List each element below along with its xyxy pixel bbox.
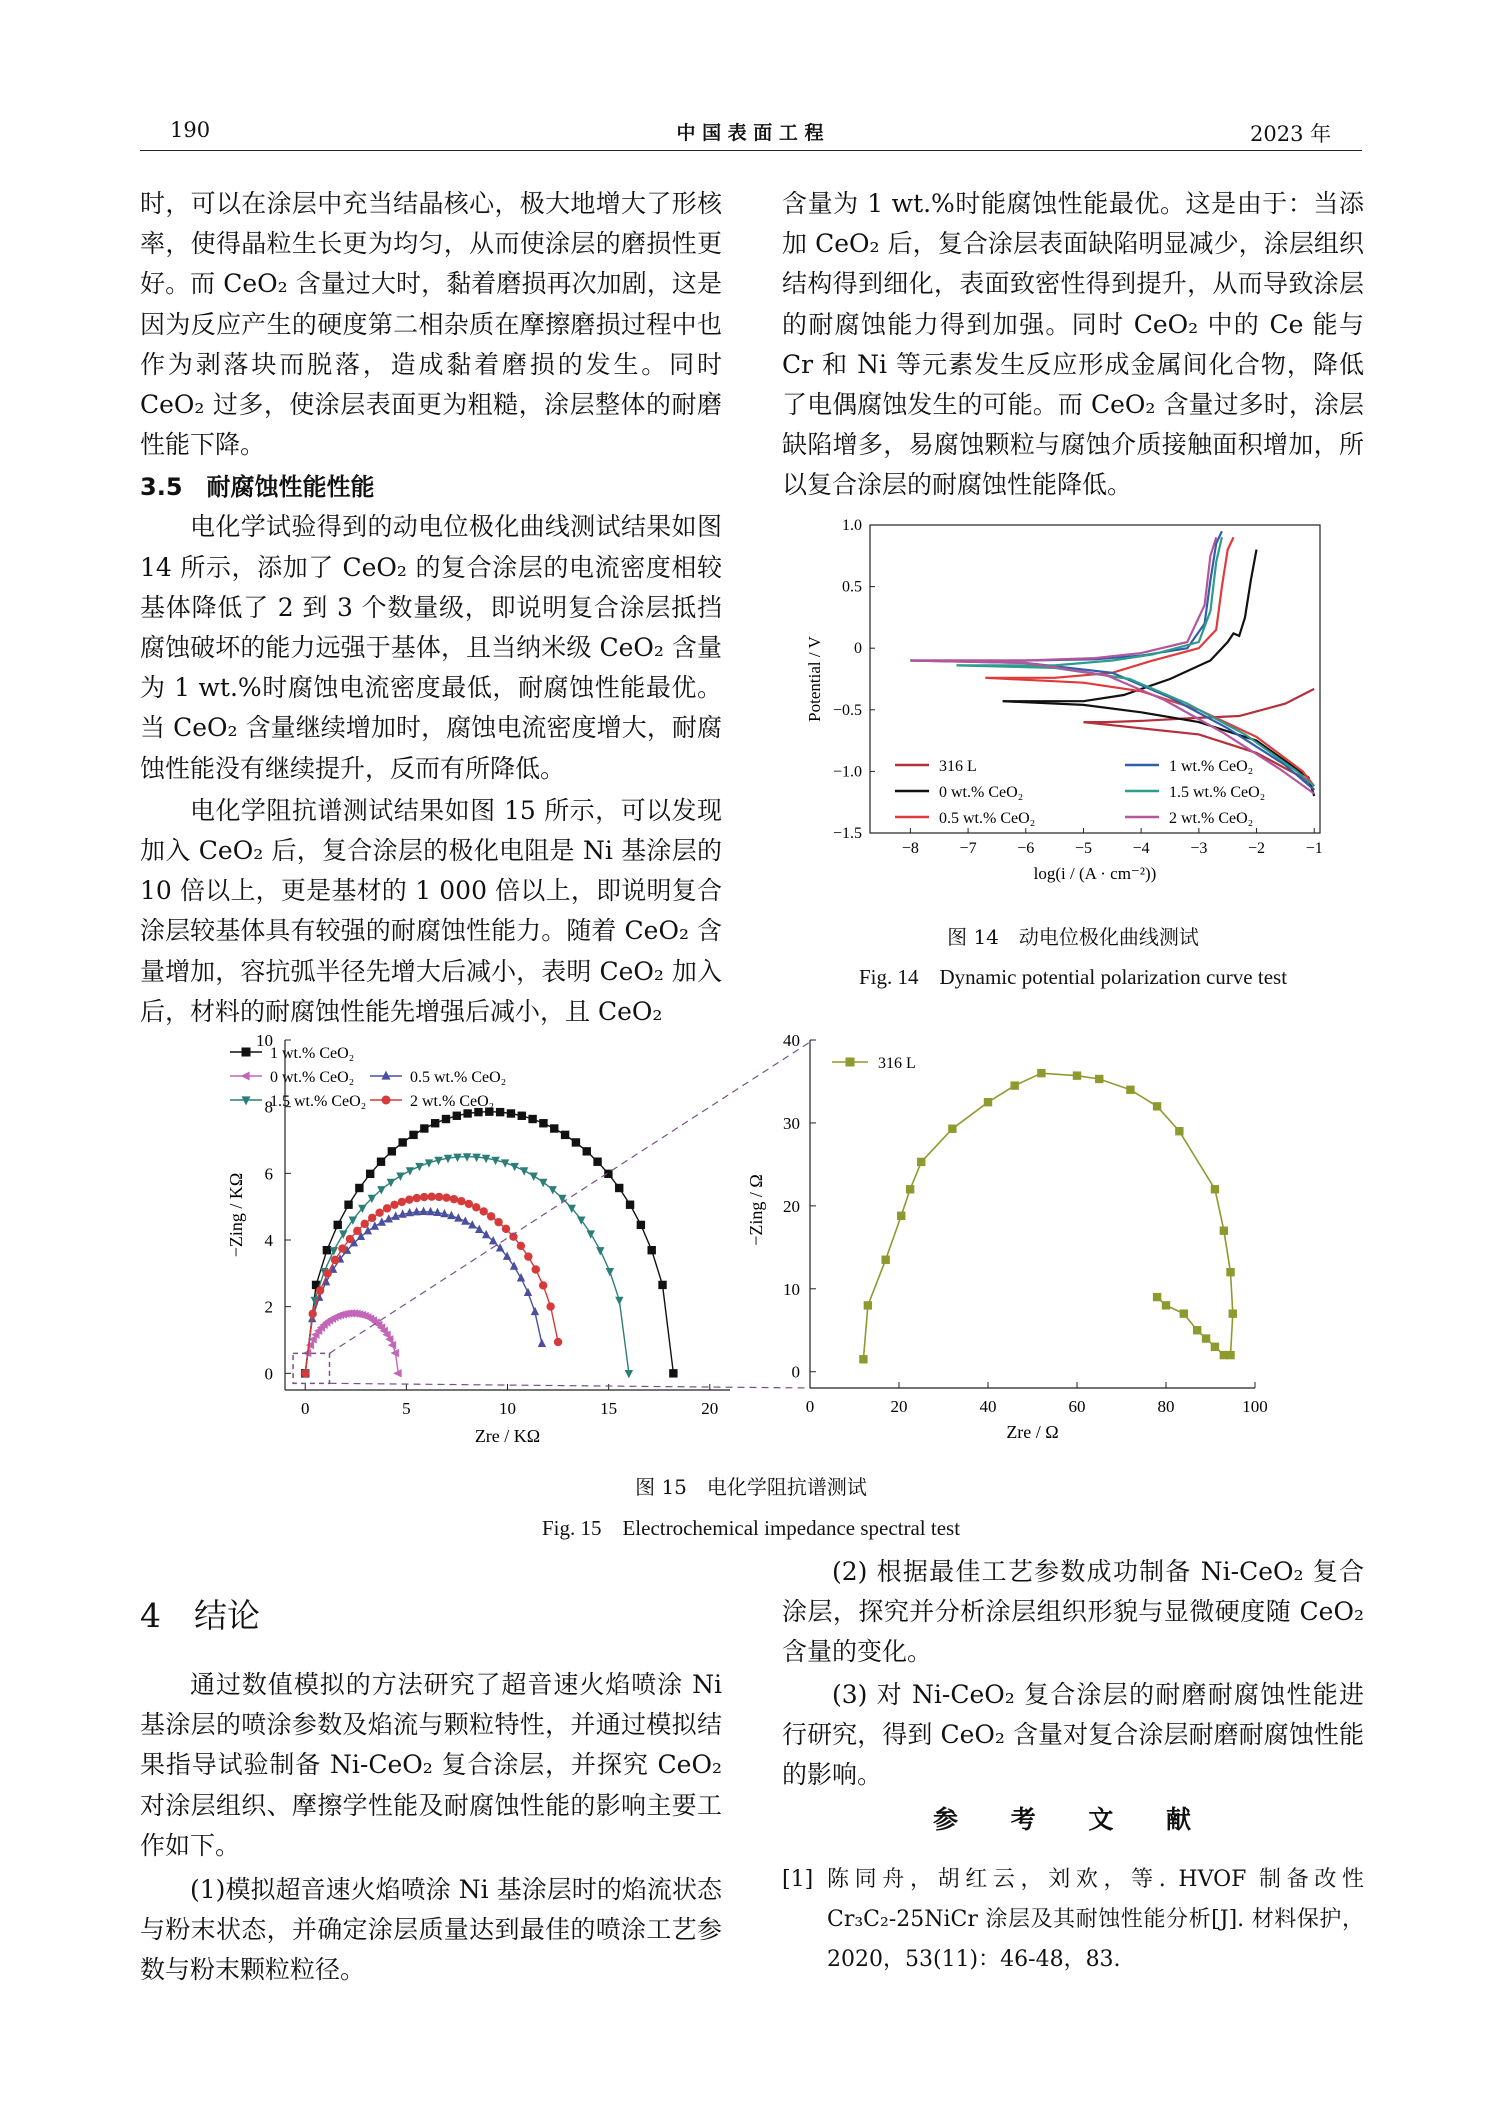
legend-label: 0.5 wt.% CeO₂ — [410, 1069, 507, 1086]
paragraph: 通过数值模拟的方法研究了超音速火焰喷涂 Ni 基涂层的喷涂参数及焰流与颗粒特性，并通过模拟结果指导试验制备 Ni-CeO₂ 复合涂层，并探究 CeO₂ 对涂层组织、摩擦学性能及耐腐蚀性能的影响主要工作如下。 — [140, 1670, 722, 1860]
data-point — [409, 1131, 417, 1139]
data-point — [1229, 1309, 1237, 1317]
data-point — [984, 1098, 992, 1106]
data-point — [413, 1194, 421, 1202]
data-point — [301, 1369, 309, 1377]
data-point — [583, 1147, 591, 1155]
data-point — [1211, 1185, 1219, 1193]
y-tick-label: 0.5 — [842, 578, 862, 596]
x-tick-label: 80 — [1157, 1397, 1175, 1416]
data-point — [463, 1153, 471, 1161]
legend-label: 2 wt.% CeO₂ — [1169, 810, 1254, 827]
data-point — [390, 1201, 398, 1209]
figure-15-caption-cn: 图 15 电化学阻抗谱测试 — [635, 1475, 867, 1499]
references-title: 参 考 文 献 — [932, 1805, 1214, 1834]
data-point — [524, 1252, 532, 1260]
section-title: 3.5 耐腐蚀性能性能 — [140, 473, 375, 502]
data-point — [881, 1256, 889, 1264]
data-point — [549, 1186, 557, 1194]
x-tick-label: −3 — [1190, 840, 1208, 857]
zoom-guide — [330, 1042, 811, 1353]
paragraph: (1)模拟超音速火焰喷涂 Ni 基涂层时的焰流状态与粉末状态，并确定涂层质量达到最佳的喷涂工艺参数与粉末颗粒粒径。 — [140, 1875, 722, 1985]
y-tick-label: 40 — [783, 1031, 800, 1050]
data-point — [472, 1203, 480, 1211]
data-point — [482, 1230, 490, 1238]
data-point — [450, 1195, 458, 1203]
data-point — [426, 1207, 434, 1215]
legend-label: 1 wt.% CeO₂ — [1169, 758, 1254, 775]
legend-label: 2 wt.% CeO₂ — [410, 1093, 495, 1110]
data-point — [1202, 1334, 1210, 1342]
y-tick-label: 30 — [783, 1113, 800, 1133]
x-tick-label: −1 — [1305, 840, 1323, 857]
data-point — [864, 1301, 872, 1309]
conclusion-heading: 4 结论 — [140, 1596, 260, 1635]
y-tick-label: 10 — [256, 1031, 273, 1050]
x-tick-label: −2 — [1248, 840, 1266, 857]
figure-15-caption-en: Fig. 15 Electrochemical impedance spectral test — [541, 1516, 961, 1540]
data-point — [517, 1242, 525, 1250]
data-point — [377, 1158, 385, 1166]
legend-label: 1.5 wt.% CeO₂ — [270, 1093, 367, 1110]
data-point — [375, 1209, 383, 1217]
reference-item — [782, 1860, 1364, 1980]
data-point — [669, 1369, 677, 1377]
data-point — [442, 1194, 450, 1202]
data-point — [442, 1115, 450, 1123]
y-axis-label: Potential / V — [805, 636, 824, 722]
data-point — [344, 1201, 352, 1209]
data-point — [334, 1221, 342, 1229]
data-point — [242, 1048, 251, 1057]
data-point — [387, 1179, 395, 1187]
x-axis-label: Zre / KΩ — [474, 1426, 541, 1446]
legend-label: 1 wt.% CeO₂ — [270, 1045, 355, 1062]
data-point — [554, 1338, 562, 1346]
data-point — [489, 1236, 497, 1244]
data-point — [308, 1310, 316, 1318]
x-tick-label: 0 — [300, 1399, 310, 1418]
series-line — [305, 1112, 673, 1374]
legend-label: 0 wt.% CeO₂ — [939, 784, 1024, 801]
figure-14-caption-en: Fig. 14 Dynamic potential polarization curve test — [858, 965, 1288, 989]
data-point — [383, 1204, 391, 1212]
legend-label: 0.5 wt.% CeO₂ — [939, 810, 1036, 827]
data-point — [859, 1355, 867, 1363]
x-tick-label: −4 — [1132, 840, 1150, 857]
data-point — [561, 1131, 569, 1139]
journal-title: 中 国 表 面 工 程 — [676, 122, 824, 144]
data-point — [606, 1268, 614, 1276]
zoom-guide — [330, 1383, 811, 1388]
x-tick-label: 40 — [979, 1397, 997, 1416]
data-point — [1095, 1075, 1103, 1083]
data-point — [480, 1207, 488, 1215]
data-point — [846, 1058, 855, 1067]
data-point — [396, 1173, 404, 1181]
data-point — [615, 1184, 623, 1192]
y-tick-label: 0 — [854, 640, 862, 658]
data-point — [1073, 1071, 1081, 1079]
y-tick-label: −1.0 — [832, 763, 862, 781]
data-point — [1153, 1293, 1161, 1301]
left-column — [140, 184, 722, 1032]
legend-label: 316 L — [878, 1055, 916, 1072]
data-point — [353, 1227, 361, 1235]
data-point — [457, 1197, 465, 1205]
x-tick-label: −6 — [1017, 840, 1035, 857]
data-point — [1211, 1343, 1219, 1351]
x-tick-label: 20 — [890, 1397, 908, 1416]
zoom-box — [293, 1353, 329, 1383]
x-axis-label: log(i / (A · cm⁻²)) — [1033, 864, 1157, 883]
series-line — [305, 1197, 558, 1374]
y-tick-label: 20 — [783, 1196, 800, 1216]
x-tick-label: −7 — [959, 840, 977, 857]
data-point — [1220, 1227, 1228, 1235]
series-line — [957, 537, 1222, 665]
data-point — [366, 1170, 374, 1178]
data-point — [502, 1225, 510, 1233]
x-tick-label: 100 — [1242, 1397, 1268, 1416]
data-point — [398, 1198, 406, 1206]
year: 2023 年 — [1250, 122, 1332, 146]
data-point — [1193, 1326, 1201, 1334]
paragraph: 电化学试验得到的动电位极化曲线测试结果如图 14 所示，添加了 CeO₂ 的复合涂层的电流密度相较基体降低了 2 到 3 个数量级，即说明复合涂层抵挡腐蚀破坏的能力远强于基体，且当纳米级 CeO₂ 含量为 1 wt.%时腐蚀电流密度最低，耐腐蚀性能最优。当 CeO₂ 含量继续增加时，腐蚀电流密度增大，耐腐蚀性能没有继续提升，反而有所降低。 — [140, 512, 722, 783]
data-point — [420, 1124, 428, 1132]
data-point — [420, 1193, 428, 1201]
reference-number: [1] — [782, 1867, 814, 1892]
data-point — [487, 1212, 495, 1220]
y-axis-label: −Zing / Ω — [746, 1174, 766, 1246]
data-point — [368, 1214, 376, 1222]
data-point — [1180, 1309, 1188, 1317]
conclusion-right — [782, 1552, 1364, 1795]
data-point — [316, 1286, 324, 1294]
y-tick-label: 2 — [264, 1297, 273, 1317]
data-point — [524, 1288, 532, 1296]
data-point — [496, 1108, 504, 1116]
data-point — [532, 1265, 540, 1273]
data-point — [637, 1221, 645, 1229]
data-point — [906, 1185, 914, 1193]
data-point — [626, 1201, 634, 1209]
data-point — [917, 1158, 925, 1166]
data-point — [539, 1119, 547, 1127]
data-point — [331, 1256, 339, 1264]
data-point — [897, 1212, 905, 1220]
data-point — [625, 1370, 633, 1378]
data-point — [550, 1124, 558, 1132]
series-line — [305, 1313, 398, 1373]
y-tick-label: −1.5 — [832, 825, 862, 842]
data-point — [531, 1307, 539, 1315]
x-tick-label: 15 — [600, 1399, 618, 1418]
series-line — [910, 537, 1216, 660]
x-tick-label: 0 — [805, 1397, 815, 1416]
data-point — [1175, 1127, 1183, 1135]
figure-14-caption-cn: 图 14 动电位极化曲线测试 — [947, 925, 1199, 949]
data-point — [346, 1235, 354, 1243]
y-tick-label: 0 — [264, 1364, 273, 1384]
data-point — [572, 1138, 580, 1146]
y-tick-label: 6 — [264, 1164, 273, 1184]
x-tick-label: 5 — [402, 1399, 411, 1418]
legend-label: 1.5 wt.% CeO₂ — [1169, 784, 1266, 801]
data-point — [1126, 1086, 1134, 1094]
x-tick-label: 10 — [499, 1399, 516, 1418]
data-point — [1220, 1351, 1228, 1359]
y-tick-label: 8 — [264, 1097, 273, 1117]
data-point — [405, 1195, 413, 1203]
data-point — [529, 1173, 537, 1181]
data-point — [948, 1125, 956, 1133]
data-point — [648, 1246, 656, 1254]
data-point — [463, 1109, 471, 1117]
data-point — [355, 1184, 363, 1192]
data-point — [465, 1200, 473, 1208]
data-point — [546, 1302, 554, 1310]
header-rule — [140, 150, 1362, 151]
series-line — [305, 1157, 629, 1374]
y-tick-label: 4 — [264, 1231, 273, 1250]
x-axis-label: Zre / Ω — [1006, 1422, 1059, 1442]
page-number: 190 — [170, 118, 211, 142]
data-point — [419, 1207, 427, 1215]
series-line — [863, 1073, 1232, 1359]
paragraph: 含量为 1 wt.%时能腐蚀性能最优。这是由于：当添加 CeO₂ 后，复合涂层表面缺陷明显减少，涂层组织结构得到细化，表面致密性得到提升，从而导致涂层的耐腐蚀能力得到加强。同时 CeO₂ 中的 Ce 能与 Cr 和 Ni 等元素发生反应形成金属间化合物，降低了电偶腐蚀发生的可能。而 CeO₂ 含量过多时，涂层缺陷增多，易腐蚀颗粒与腐蚀介质接触面积增加，所以复合涂层的耐腐蚀性能降低。 — [782, 189, 1364, 500]
data-point — [398, 1138, 406, 1146]
series-line — [1084, 689, 1315, 722]
y-axis-label: −Zing / KΩ — [226, 1172, 246, 1258]
legend-label: 316 L — [939, 758, 977, 775]
data-point — [1011, 1081, 1019, 1089]
x-tick-label: 20 — [701, 1399, 719, 1418]
conclusion-left — [140, 1665, 722, 1991]
data-point — [377, 1186, 385, 1194]
data-point — [528, 1115, 536, 1123]
data-point — [475, 1225, 483, 1233]
data-point — [539, 1179, 547, 1187]
x-tick-label: −8 — [901, 840, 919, 857]
data-point — [382, 1096, 391, 1105]
data-point — [242, 1096, 251, 1105]
series-line — [910, 531, 1222, 660]
impedance-chart — [220, 1030, 1290, 1470]
data-point — [1153, 1102, 1161, 1110]
y-tick-label: −0.5 — [832, 701, 862, 719]
x-tick-label: 60 — [1068, 1397, 1086, 1416]
data-point — [382, 1071, 391, 1080]
data-point — [1162, 1301, 1170, 1309]
data-point — [658, 1281, 666, 1289]
data-point — [431, 1119, 439, 1127]
data-point — [593, 1158, 601, 1166]
data-point — [435, 1193, 443, 1201]
data-point — [388, 1147, 396, 1155]
data-point — [507, 1109, 515, 1117]
data-point — [494, 1218, 502, 1226]
data-point — [1226, 1268, 1234, 1276]
data-point — [538, 1339, 546, 1347]
paragraph: 电化学阻抗谱测试结果如图 15 所示，可以发现加入 CeO₂ 后，复合涂层的极化电阻是 Ni 基涂层的 10 倍以上，更是基材的 1 000 倍以上，即说明复合涂层较基体具有较强的耐腐蚀性能力。随着 CeO₂ 含量增加，容抗弧半径先增大后减小，表明 CeO₂ 加入后，材料的耐腐蚀性能先增强后减小，且 CeO₂ — [140, 795, 722, 1026]
y-tick-label: 1.0 — [842, 517, 862, 534]
paragraph: (2) 根据最佳工艺参数成功制备 Ni-CeO₂ 复合涂层，探究并分析涂层组织形貌与显微硬度随 CeO₂ 含量的变化。 — [782, 1557, 1364, 1667]
data-point — [539, 1281, 547, 1289]
x-tick-label: −5 — [1074, 840, 1092, 857]
data-point — [427, 1192, 435, 1200]
data-point — [241, 1072, 250, 1081]
series-line — [1003, 701, 1314, 796]
paragraph: 时，可以在涂层中充当结晶核心，极大地增大了形核率，使得晶粒生长更为均匀，从而使涂层的磨损性更好。而 CeO₂ 含量过大时，黏着磨损再次加剧，这是因为反应产生的硬度第二相杂质在摩擦磨损过程中也作为剥落块而脱落，造成黏着磨损的发生。同时 CeO₂ 过多，使涂层表面更为粗糙，涂层整体的耐磨性能下降。 — [140, 189, 722, 460]
data-point — [1037, 1069, 1045, 1077]
data-point — [518, 1112, 526, 1120]
polarization-chart — [790, 515, 1350, 905]
y-tick-label: 10 — [783, 1279, 800, 1299]
data-point — [453, 1112, 461, 1120]
y-tick-label: 0 — [791, 1362, 800, 1382]
right-column — [782, 184, 1364, 506]
reference-text: 陈同舟，胡红云，刘欢，等. HVOF 制备改性 Cr₃C₂-25NiCr 涂层及其耐蚀性能分析[J]. 材料保护，2020，53(11)：46-48，83. — [827, 1867, 1364, 1972]
paragraph: (3) 对 Ni-CeO₂ 复合涂层的耐磨耐腐蚀性能进行研究，得到 CeO₂ 含量对复合涂层耐磨耐腐蚀性能的影响。 — [782, 1679, 1364, 1790]
data-point — [323, 1269, 331, 1277]
data-point — [615, 1297, 623, 1305]
data-point — [596, 1247, 604, 1255]
legend-label: 0 wt.% CeO₂ — [270, 1069, 355, 1086]
data-point — [338, 1244, 346, 1252]
data-point — [361, 1220, 369, 1228]
